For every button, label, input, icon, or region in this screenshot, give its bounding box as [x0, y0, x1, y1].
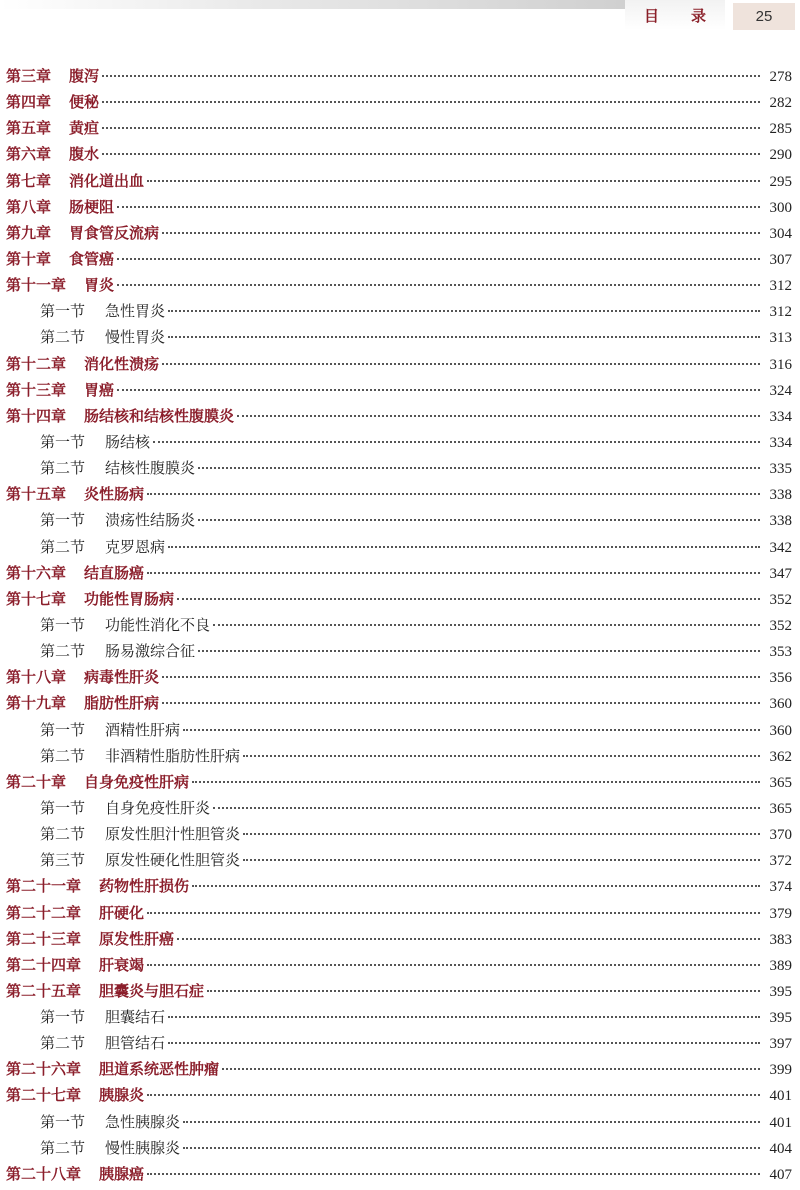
- dot-leader: [102, 100, 760, 103]
- entry-number: 第二节: [40, 642, 86, 661]
- dot-leader: [117, 257, 760, 260]
- entry-title: 腹水: [69, 145, 100, 164]
- entry-number: 第二十一章: [6, 877, 82, 896]
- entry-number: 第二节: [40, 746, 86, 765]
- entry-page-number: 407: [769, 1166, 792, 1183]
- entry-number: 第二十八章: [6, 1164, 82, 1183]
- toc-section-entry[interactable]: [0, 795, 792, 821]
- entry-title: 食管癌: [69, 249, 115, 268]
- entry-page-number: 356: [769, 670, 792, 687]
- dot-leader: [162, 675, 760, 678]
- entry-number: 第一节: [40, 1112, 86, 1131]
- entry-title: 克罗恩病: [105, 537, 166, 556]
- dot-leader: [117, 205, 760, 208]
- entry-page-number: 335: [769, 461, 792, 478]
- dot-leader: [183, 1120, 760, 1123]
- entry-page-number: 304: [769, 225, 792, 242]
- entry-page-number: 379: [769, 905, 792, 922]
- entry-page-number: 395: [769, 1010, 792, 1027]
- entry-title: 肠梗阻: [69, 197, 115, 216]
- entry-page-number: 372: [769, 853, 792, 870]
- entry-number: 第二节: [40, 825, 86, 844]
- toc-chapter-entry[interactable]: [0, 220, 792, 246]
- entry-number: 第十七章: [6, 589, 67, 608]
- entry-number: 第一节: [40, 720, 86, 739]
- toc-section-entry[interactable]: [0, 324, 792, 350]
- entry-title: 急性胃炎: [105, 302, 166, 321]
- toc-chapter-entry[interactable]: [0, 168, 792, 194]
- entry-title: 肠结核: [105, 432, 151, 451]
- entry-title: 黄疸: [69, 119, 100, 138]
- entry-number: 第二节: [40, 1138, 86, 1157]
- entry-number: 第一节: [40, 511, 86, 530]
- page-number: 25: [733, 3, 795, 30]
- entry-title: 慢性胰腺炎: [105, 1138, 181, 1157]
- entry-page-number: 395: [769, 983, 792, 1000]
- dot-leader: [147, 1172, 760, 1175]
- dot-leader: [102, 152, 760, 155]
- entry-title: 消化道出血: [69, 171, 145, 190]
- entry-number: 第十二章: [6, 354, 67, 373]
- entry-number: 第二节: [40, 459, 86, 478]
- entry-title: 溃疡性结肠炎: [105, 511, 196, 530]
- dot-leader: [222, 1067, 760, 1070]
- entry-page-number: 353: [769, 644, 792, 661]
- entry-title: 腹泻: [69, 67, 100, 85]
- entry-number: 第一节: [40, 798, 86, 817]
- entry-number: 第一节: [40, 302, 86, 321]
- toc-chapter-entry[interactable]: [0, 89, 792, 115]
- dot-leader: [102, 126, 760, 129]
- dot-leader: [183, 1146, 760, 1149]
- toc-section-entry[interactable]: [0, 743, 792, 769]
- dot-leader: [213, 623, 760, 626]
- entry-page-number: 312: [769, 278, 792, 295]
- dot-leader: [168, 309, 760, 312]
- entry-number: 第十三章: [6, 380, 67, 399]
- toc-section-entry[interactable]: [0, 455, 792, 481]
- entry-number: 第二十五章: [6, 981, 82, 1000]
- entry-page-number: 362: [769, 748, 792, 765]
- entry-title: 胃食管反流病: [69, 223, 160, 242]
- entry-number: 第七章: [6, 171, 52, 190]
- dot-leader: [147, 963, 760, 966]
- toc-section-entry[interactable]: [0, 821, 792, 847]
- toc-chapter-entry[interactable]: [0, 978, 792, 1004]
- entry-page-number: 295: [769, 173, 792, 190]
- entry-page-number: 312: [769, 304, 792, 321]
- toc-chapter-entry[interactable]: [0, 115, 792, 141]
- entry-page-number: 342: [769, 539, 792, 556]
- toc-chapter-entry[interactable]: [0, 769, 792, 795]
- toc-chapter-entry[interactable]: [0, 873, 792, 899]
- entry-number: 第一节: [40, 432, 86, 451]
- entry-title: 胰腺癌: [99, 1164, 145, 1183]
- toc-section-entry[interactable]: [0, 507, 792, 533]
- toc-chapter-entry[interactable]: [0, 664, 792, 690]
- dot-leader: [117, 388, 760, 391]
- entry-number: 第十八章: [6, 668, 67, 687]
- entry-title: 自身免疫性肝炎: [105, 798, 211, 817]
- entry-title: 肠结核和结核性腹膜炎: [84, 406, 235, 425]
- entry-page-number: 282: [769, 95, 792, 112]
- dot-leader: [177, 597, 760, 600]
- entry-title: 非酒精性脂肪性肝病: [105, 746, 241, 765]
- entry-page-number: 397: [769, 1036, 792, 1053]
- entry-page-number: 347: [769, 565, 792, 582]
- entry-page-number: 338: [769, 513, 792, 530]
- toc-section-entry[interactable]: [0, 298, 792, 324]
- entry-page-number: 374: [769, 879, 792, 896]
- toc-chapter-entry[interactable]: [0, 246, 792, 272]
- dot-leader: [168, 1015, 760, 1018]
- dot-leader: [198, 466, 760, 469]
- dot-leader: [147, 1093, 760, 1096]
- entry-page-number: 300: [769, 199, 792, 216]
- toc-section-entry[interactable]: [0, 429, 792, 455]
- entry-page-number: 307: [769, 251, 792, 268]
- header-decor-bar: [0, 0, 640, 9]
- entry-title: 胆管结石: [105, 1034, 166, 1053]
- entry-number: 第二十四章: [6, 955, 82, 974]
- entry-title: 肠易激综合征: [105, 642, 196, 661]
- entry-page-number: 401: [769, 1088, 792, 1105]
- dot-leader: [237, 414, 760, 417]
- dot-leader: [168, 1041, 760, 1044]
- entry-number: 第十四章: [6, 406, 67, 425]
- entry-title: 胆道系统恶性肿瘤: [99, 1060, 220, 1079]
- entry-page-number: 352: [769, 617, 792, 634]
- toc-section-entry[interactable]: [0, 717, 792, 743]
- toc-section-entry[interactable]: [0, 534, 792, 560]
- dot-leader: [168, 335, 760, 338]
- entry-number: 第三节: [40, 851, 86, 870]
- entry-title: 药物性肝损伤: [99, 877, 190, 896]
- entry-title: 结直肠癌: [84, 563, 145, 582]
- table-of-contents: [0, 63, 792, 1187]
- entry-title: 急性胰腺炎: [105, 1112, 181, 1131]
- entry-title: 原发性胆汁性胆管炎: [105, 825, 241, 844]
- entry-title: 原发性硬化性胆管炎: [105, 851, 241, 870]
- toc-chapter-entry[interactable]: [0, 141, 792, 167]
- toc-chapter-entry[interactable]: [0, 1161, 792, 1187]
- toc-chapter-entry[interactable]: [0, 63, 792, 89]
- dot-leader: [207, 989, 760, 992]
- dot-leader: [168, 545, 760, 548]
- entry-page-number: 352: [769, 591, 792, 608]
- entry-number: 第六章: [6, 145, 52, 164]
- dot-leader: [243, 754, 760, 757]
- dot-leader: [213, 806, 760, 809]
- entry-page-number: 404: [769, 1140, 792, 1157]
- dot-leader: [198, 649, 760, 652]
- entry-title: 酒精性肝病: [105, 720, 181, 739]
- entry-page-number: 316: [769, 356, 792, 373]
- entry-number: 第一节: [40, 1008, 86, 1027]
- toc-chapter-entry[interactable]: [0, 272, 792, 298]
- entry-page-number: 334: [769, 434, 792, 451]
- dot-leader: [117, 283, 760, 286]
- toc-section-entry[interactable]: [0, 1030, 792, 1056]
- toc-chapter-entry[interactable]: [0, 900, 792, 926]
- toc-section-entry[interactable]: [0, 638, 792, 664]
- entry-number: 第三章: [6, 67, 52, 85]
- page-title: [625, 0, 725, 30]
- entry-page-number: 360: [769, 722, 792, 739]
- entry-title: 病毒性肝炎: [84, 668, 160, 687]
- entry-page-number: 401: [769, 1114, 792, 1131]
- entry-page-number: 290: [769, 147, 792, 164]
- entry-title: 胰腺炎: [99, 1086, 145, 1105]
- toc-chapter-entry[interactable]: [0, 377, 792, 403]
- dot-leader: [147, 179, 760, 182]
- entry-page-number: 399: [769, 1062, 792, 1079]
- entry-page-number: 313: [769, 330, 792, 347]
- entry-title: 自身免疫性肝病: [84, 772, 190, 791]
- entry-title: 脂肪性肝病: [84, 694, 160, 713]
- dot-leader: [147, 571, 760, 574]
- entry-title: 便秘: [69, 93, 100, 112]
- toc-chapter-entry[interactable]: [0, 194, 792, 220]
- page-title-char-2: 录: [691, 6, 707, 25]
- toc-chapter-entry[interactable]: [0, 481, 792, 507]
- entry-number: 第二十二章: [6, 903, 82, 922]
- entry-title: 功能性胃肠病: [84, 589, 175, 608]
- entry-page-number: 383: [769, 931, 792, 948]
- toc-chapter-entry[interactable]: [0, 690, 792, 716]
- toc-chapter-entry[interactable]: [0, 586, 792, 612]
- toc-section-entry[interactable]: [0, 847, 792, 873]
- entry-number: 第二十三章: [6, 929, 82, 948]
- entry-number: 第八章: [6, 197, 52, 216]
- toc-chapter-entry[interactable]: [0, 926, 792, 952]
- entry-number: 第二十七章: [6, 1086, 82, 1105]
- entry-title: 胆囊结石: [105, 1008, 166, 1027]
- entry-title: 原发性肝癌: [99, 929, 175, 948]
- entry-number: 第二十章: [6, 772, 67, 791]
- entry-number: 第十九章: [6, 694, 67, 713]
- entry-title: 胃炎: [84, 276, 115, 295]
- entry-number: 第二节: [40, 537, 86, 556]
- entry-page-number: 365: [769, 800, 792, 817]
- entry-page-number: 324: [769, 382, 792, 399]
- entry-title: 慢性胃炎: [105, 328, 166, 347]
- toc-chapter-entry[interactable]: [0, 560, 792, 586]
- toc-chapter-entry[interactable]: [0, 952, 792, 978]
- entry-page-number: 389: [769, 957, 792, 974]
- toc-section-entry[interactable]: [0, 1109, 792, 1135]
- entry-title: 胃癌: [84, 380, 115, 399]
- entry-title: 炎性肠病: [84, 485, 145, 504]
- entry-page-number: 334: [769, 408, 792, 425]
- entry-title: 功能性消化不良: [105, 615, 211, 634]
- entry-title: 肝硬化: [99, 903, 145, 922]
- entry-title: 胆囊炎与胆石症: [99, 981, 205, 1000]
- entry-number: 第十六章: [6, 563, 67, 582]
- dot-leader: [162, 362, 760, 365]
- toc-section-entry[interactable]: [0, 1004, 792, 1030]
- entry-page-number: 285: [769, 121, 792, 138]
- dot-leader: [198, 518, 760, 521]
- toc-section-entry[interactable]: [0, 1135, 792, 1161]
- dot-leader: [177, 937, 760, 940]
- entry-number: 第二节: [40, 1034, 86, 1053]
- toc-chapter-entry[interactable]: [0, 1056, 792, 1082]
- entry-number: 第二节: [40, 328, 86, 347]
- entry-page-number: 338: [769, 487, 792, 504]
- entry-number: 第二十六章: [6, 1060, 82, 1079]
- toc-chapter-entry[interactable]: [0, 1082, 792, 1108]
- dot-leader: [192, 780, 760, 783]
- dot-leader: [102, 74, 760, 77]
- entry-page-number: 365: [769, 774, 792, 791]
- dot-leader: [243, 832, 760, 835]
- dot-leader: [147, 492, 760, 495]
- entry-number: 第九章: [6, 223, 52, 242]
- dot-leader: [147, 911, 760, 914]
- entry-page-number: 370: [769, 827, 792, 844]
- entry-number: 第五章: [6, 119, 52, 138]
- entry-title: 结核性腹膜炎: [105, 459, 196, 478]
- dot-leader: [183, 728, 760, 731]
- entry-number: 第十五章: [6, 485, 67, 504]
- dot-leader: [153, 440, 760, 443]
- entry-number: 第十一章: [6, 276, 67, 295]
- entry-title: 肝衰竭: [99, 955, 145, 974]
- toc-chapter-entry[interactable]: [0, 351, 792, 377]
- toc-section-entry[interactable]: [0, 612, 792, 638]
- dot-leader: [162, 231, 760, 234]
- dot-leader: [243, 858, 760, 861]
- dot-leader: [162, 701, 760, 704]
- entry-number: 第一节: [40, 615, 86, 634]
- entry-number: 第四章: [6, 93, 52, 112]
- dot-leader: [192, 884, 760, 887]
- toc-chapter-entry[interactable]: [0, 403, 792, 429]
- entry-number: 第十章: [6, 249, 52, 268]
- entry-page-number: 278: [769, 69, 792, 85]
- entry-title: 消化性溃疡: [84, 354, 160, 373]
- page-title-char-1: 目: [643, 6, 659, 25]
- entry-page-number: 360: [769, 696, 792, 713]
